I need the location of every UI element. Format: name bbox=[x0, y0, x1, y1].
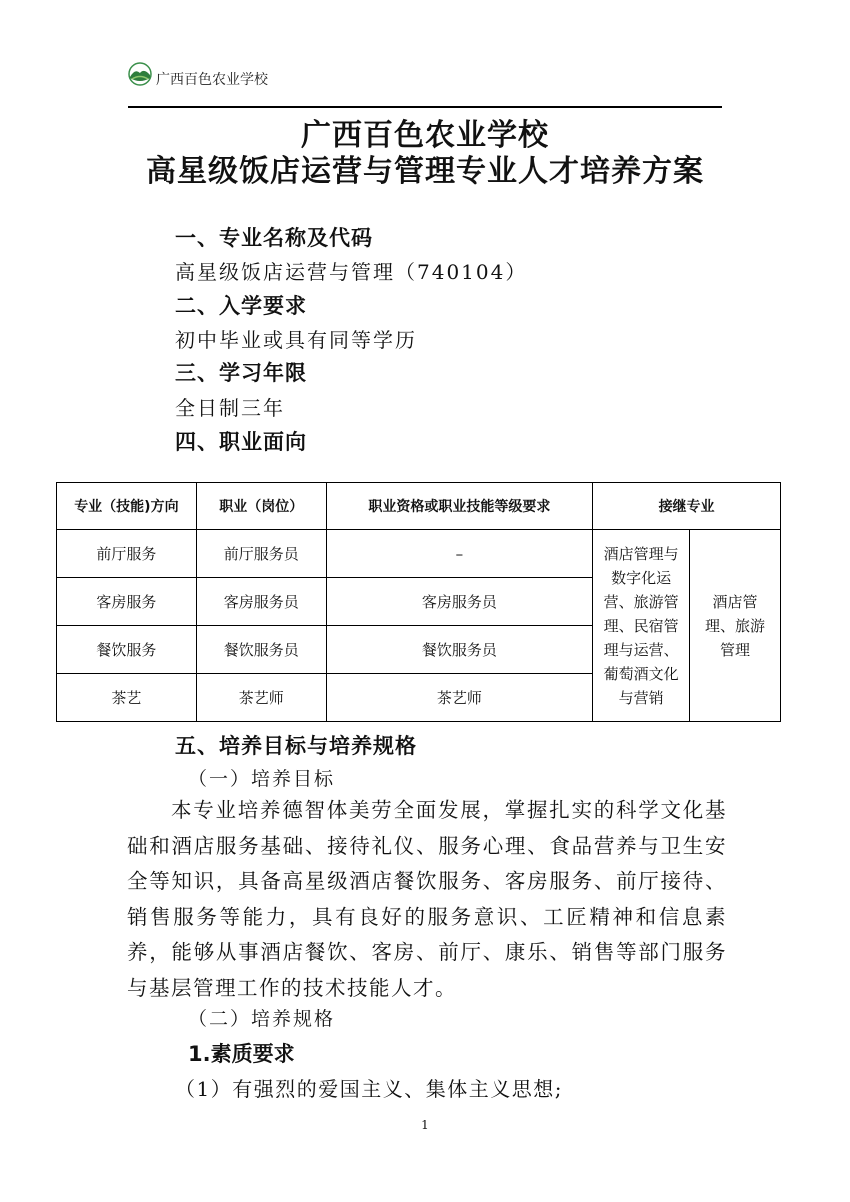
page-number: 1 bbox=[421, 1118, 429, 1132]
table-cell: 前厅服务 bbox=[57, 530, 197, 578]
section-heading-5: 五、培养目标与培养规格 bbox=[175, 734, 417, 758]
table-cell: 客房服务员 bbox=[326, 578, 593, 626]
table-header-cell: 职业（岗位） bbox=[196, 483, 326, 530]
section-heading-2: 二、入学要求 bbox=[175, 294, 307, 318]
table-row bbox=[57, 530, 781, 578]
subsection-heading-specs: （二）培养规格 bbox=[188, 1008, 336, 1030]
document-title-line2: 高星级饭店运营与管理专业人才培养方案 bbox=[146, 154, 704, 189]
section-heading-1: 一、专业名称及代码 bbox=[175, 226, 373, 250]
quality-heading: 1.素质要求 bbox=[188, 1042, 295, 1066]
section-content-3: 全日制三年 bbox=[175, 396, 285, 420]
table-cell: 餐饮服务员 bbox=[196, 626, 326, 674]
header-school-name: 广西百色农业学校 bbox=[156, 72, 268, 88]
table-cell: 茶艺师 bbox=[326, 674, 593, 722]
table-cell: 餐饮服务 bbox=[57, 626, 197, 674]
table-cell: – bbox=[326, 530, 593, 578]
table-header-cell: 接继专业 bbox=[593, 483, 781, 530]
table-cell: 前厅服务员 bbox=[196, 530, 326, 578]
section-heading-4: 四、职业面向 bbox=[175, 430, 307, 454]
table-cell: 餐饮服务员 bbox=[326, 626, 593, 674]
goals-paragraph: 本专业培养德智体美劳全面发展，掌握扎实的科学文化基础和酒店服务基础、接待礼仪、服务心理、食品营养与卫生安全等知识，具备高星级酒店餐饮服务、客房服务、前厅接待、销售服务等能力，具有良好的服务意识、工匠精神和信息素养，能够从事酒店餐饮、客房、前厅、康乐、销售等部门服务与基层管理工作的技术技能人才。 bbox=[127, 798, 727, 1000]
section-content-1: 高星级饭店运营与管理（740104） bbox=[175, 260, 528, 284]
continuation-majors-cell: 酒店管理与数字化运营、旅游管理、民宿管理与运营、葡萄酒文化与营销 bbox=[593, 530, 690, 722]
occupation-table bbox=[56, 482, 781, 722]
header-divider bbox=[128, 106, 722, 108]
subsection-heading-goals: （一）培养目标 bbox=[188, 768, 336, 790]
document-title-line1: 广西百色农业学校 bbox=[301, 118, 549, 153]
table-header-cell: 职业资格或职业技能等级要求 bbox=[326, 483, 593, 530]
section-heading-3: 三、学习年限 bbox=[175, 361, 307, 385]
table-cell: 茶艺 bbox=[57, 674, 197, 722]
section-content-2: 初中毕业或具有同等学历 bbox=[175, 328, 417, 352]
quality-item-1: （1）有强烈的爱国主义、集体主义思想; bbox=[175, 1077, 563, 1101]
table-cell: 客房服务员 bbox=[196, 578, 326, 626]
school-logo-icon bbox=[128, 62, 152, 86]
table-header-cell: 专业（技能)方向 bbox=[57, 483, 197, 530]
continuation-majors-cell-2: 酒店管理、旅游管理 bbox=[690, 530, 781, 722]
table-cell: 茶艺师 bbox=[196, 674, 326, 722]
table-header-row bbox=[57, 483, 781, 530]
table-cell: 客房服务 bbox=[57, 578, 197, 626]
